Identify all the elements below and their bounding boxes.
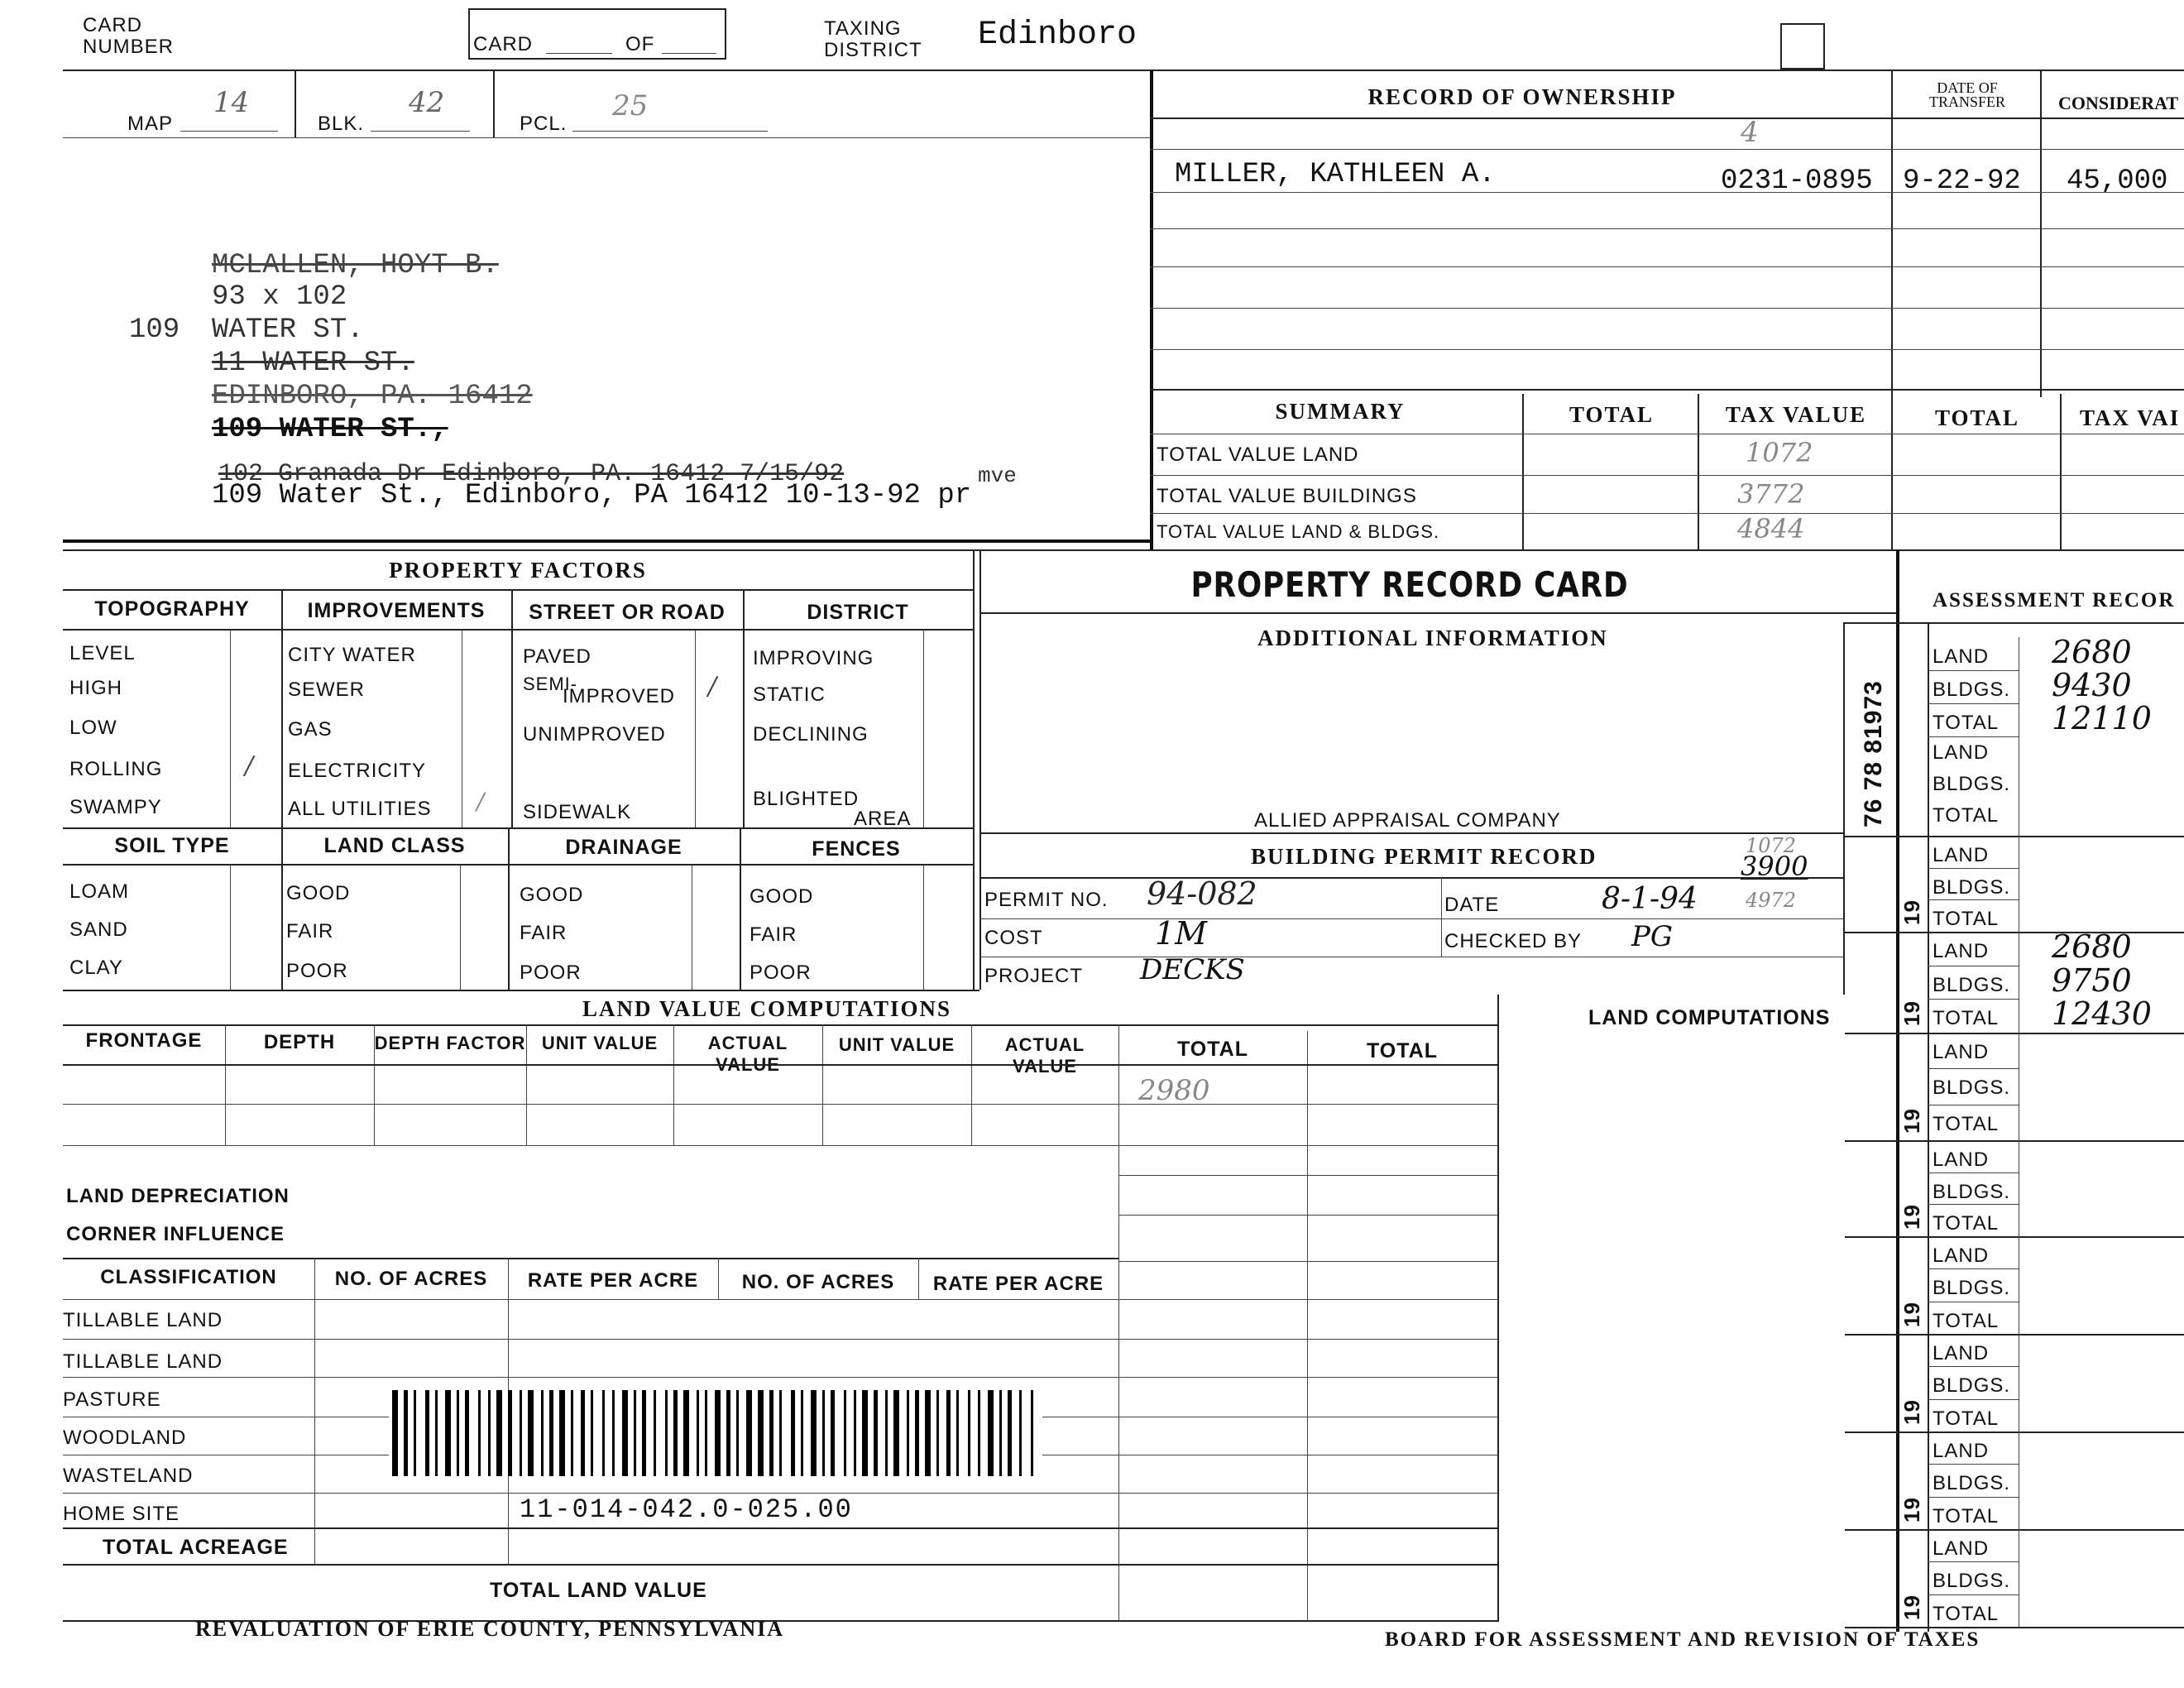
assessment-year: 19 xyxy=(1899,1204,1924,1230)
district-declining: DECLINING xyxy=(753,723,869,746)
additional-info-label: ADDITIONAL INFORMATION xyxy=(1257,626,1608,650)
assessment-year: 19 xyxy=(1899,1497,1924,1523)
total-land-value-label: TOTAL LAND VALUE xyxy=(490,1579,707,1602)
assessment-year: 19 xyxy=(1899,1302,1924,1327)
permit-margin-note-2: 3900 xyxy=(1741,851,1808,882)
assessment-label-bldgs: BLDGS. xyxy=(1933,1077,2011,1100)
fences-poor: POOR xyxy=(750,961,812,984)
summary-total-label-2: TOTAL xyxy=(1934,405,2020,430)
assessment-label-total: TOTAL xyxy=(1933,1504,2000,1527)
topography-high: HIGH xyxy=(69,677,122,699)
current-address: 109 Water St., Edinboro, PA 16412 10-13-92 pr xyxy=(212,480,972,511)
assessment-year: 19 xyxy=(1899,1399,1924,1425)
assessment-label-land: LAND xyxy=(1933,940,1990,962)
assessment-label-bldgs-b: BLDGS. xyxy=(1933,773,2011,795)
class-home-site: HOME SITE xyxy=(63,1503,180,1525)
assessment-label-bldgs: BLDGS. xyxy=(1933,973,2011,996)
corner-influence-label: CORNER INFLUENCE xyxy=(66,1223,285,1245)
col-depth: DEPTH xyxy=(263,1031,336,1053)
assessment-label-land-b: LAND xyxy=(1933,741,1990,764)
land-class-poor: POOR xyxy=(286,960,348,982)
summary-title: SUMMARY xyxy=(1275,399,1406,424)
property-factors-title: PROPERTY FACTORS xyxy=(389,558,647,583)
assessment-label-total: TOTAL xyxy=(1933,1212,2000,1235)
class-woodland: WOODLAND xyxy=(63,1427,187,1449)
improvement-city-water: CITY WATER xyxy=(288,644,416,666)
col-total-1: TOTAL xyxy=(1176,1038,1248,1061)
appraiser-name: ALLIED APPRAISAL COMPANY xyxy=(1254,809,1561,832)
assessment-year: 76 78 81973 xyxy=(1860,680,1887,827)
land-class-fair: FAIR xyxy=(286,920,334,942)
assessment-label-total: TOTAL xyxy=(1933,1007,2000,1030)
district-blighted: BLIGHTED xyxy=(753,788,860,810)
topography-rolling: ROLLING xyxy=(69,758,163,780)
taxing-district-value: Edinboro xyxy=(978,17,1138,54)
drainage-header: DRAINAGE xyxy=(565,836,682,859)
summary-tax-value-label-2: TAX VAI xyxy=(2080,405,2181,430)
topography-low: LOW xyxy=(69,717,117,739)
permit-date-value: 8-1-94 xyxy=(1602,882,1698,916)
cost-label: COST xyxy=(984,927,1043,949)
summary-tax-buildings: 3772 xyxy=(1737,478,1805,510)
soil-type-header: SOIL TYPE xyxy=(114,834,230,857)
assessment-label-bldgs: BLDGS. xyxy=(1933,875,2011,899)
assessment-label-bldgs: BLDGS. xyxy=(1933,679,2011,701)
summary-tax-value-label: TAX VALUE xyxy=(1725,402,1867,427)
street-sidewalk: SIDEWALK xyxy=(523,801,632,823)
assessment-label-total: TOTAL xyxy=(1933,1407,2000,1430)
drainage-fair: FAIR xyxy=(520,922,568,944)
assessment-label-land: LAND xyxy=(1933,1342,1990,1364)
assessment-title: ASSESSMENT RECOR xyxy=(1933,589,2176,611)
assessment-bldgs-value: 9750 xyxy=(2052,961,2132,999)
assessment-label-total-b: TOTAL xyxy=(1933,804,2000,827)
district-box xyxy=(1780,23,1825,70)
consideration-value: 45,000 xyxy=(2067,165,2168,197)
blk-value: 42 xyxy=(409,86,445,119)
street-unimproved: UNIMPROVED xyxy=(523,723,666,746)
assessment-year: 19 xyxy=(1899,1594,1924,1620)
district-static: STATIC xyxy=(753,683,826,706)
street-paved: PAVED xyxy=(523,645,592,668)
fences-fair: FAIR xyxy=(750,923,797,946)
assessment-label-bldgs: BLDGS. xyxy=(1933,1277,2011,1300)
barcode xyxy=(389,1390,1042,1476)
assessment-label-total: TOTAL xyxy=(1933,1112,2000,1135)
old-owner-name: MCLALLEN, HOYT B. xyxy=(212,250,499,281)
assessment-label-land: LAND xyxy=(1933,1244,1990,1267)
old-address-1: 11 WATER ST. xyxy=(212,348,414,379)
assessment-label-land: LAND xyxy=(1933,1537,1990,1560)
acres-header-2: NO. OF ACRES xyxy=(741,1271,895,1293)
total-acreage-label: TOTAL ACREAGE xyxy=(103,1536,289,1559)
improvement-sewer: SEWER xyxy=(288,679,366,701)
ownership-faint-number: 4 xyxy=(1741,116,1759,149)
assessment-land-value: 2680 xyxy=(2052,634,2132,670)
transfer-date: 9-22-92 xyxy=(1903,165,2021,197)
drainage-poor: POOR xyxy=(520,961,582,984)
summary-row-land: TOTAL VALUE LAND xyxy=(1157,444,1359,466)
summary-row-land-bldgs: TOTAL VALUE LAND & BLDGS. xyxy=(1157,521,1440,542)
class-pasture: PASTURE xyxy=(63,1388,161,1411)
district-header: DISTRICT xyxy=(807,601,909,624)
pcl-value: 25 xyxy=(612,89,649,122)
soil-clay: CLAY xyxy=(69,957,123,979)
checked-by-value: PG xyxy=(1631,920,1674,953)
improvement-electricity: ELECTRICITY xyxy=(288,760,427,782)
classification-header: CLASSIFICATION xyxy=(100,1266,277,1288)
footer-right: BOARD FOR ASSESSMENT AND REVISION OF TAXES xyxy=(1385,1628,1980,1651)
assessment-total-value: 12110 xyxy=(2052,700,2152,736)
assessment-label-bldgs: BLDGS. xyxy=(1933,1570,2011,1593)
summary-row-buildings: TOTAL VALUE BUILDINGS xyxy=(1157,485,1417,507)
old-address-2: EDINBORO, PA. 16412 xyxy=(212,381,533,412)
soil-sand: SAND xyxy=(69,918,128,941)
acres-header-1: NO. OF ACRES xyxy=(334,1268,488,1290)
topography-header: TOPOGRAPHY xyxy=(94,597,250,621)
pcl-label: PCL. xyxy=(520,113,568,135)
assessment-total-value: 12430 xyxy=(2052,995,2152,1033)
date-of-transfer-label: DATE OF TRANSFER xyxy=(1928,79,2006,110)
improvement-gas: GAS xyxy=(288,718,333,741)
assessment-label-total: TOTAL xyxy=(1933,712,2000,734)
ownership-title: RECORD OF OWNERSHIP xyxy=(1367,84,1677,109)
old-address-3: 109 WATER ST., xyxy=(212,414,448,445)
permit-record-title: BUILDING PERMIT RECORD xyxy=(1251,844,1597,869)
summary-tax-land-bldgs: 4844 xyxy=(1737,513,1805,544)
lot-size: 93 x 102 xyxy=(212,281,347,313)
taxing-district-label: TAXING DISTRICT xyxy=(824,17,922,61)
barcode-number: 11-014-042.0-025.00 xyxy=(520,1494,853,1525)
street-improved: IMPROVED xyxy=(563,685,676,707)
permit-no-value: 94-082 xyxy=(1147,875,1257,912)
col-depth-factor: DEPTH FACTOR xyxy=(374,1033,526,1053)
street-header: STREET OR ROAD xyxy=(529,601,726,624)
consideration-label: CONSIDERAT xyxy=(2058,93,2179,113)
semi-improved-check-mark: / xyxy=(708,672,717,701)
district-improving: IMPROVING xyxy=(753,647,874,669)
assessment-label-land: LAND xyxy=(1933,1041,1990,1063)
permit-margin-note-1: 1072 xyxy=(1746,834,1797,857)
assessment-label-bldgs: BLDGS. xyxy=(1933,1374,2011,1398)
col-actual-value-1: ACTUAL VALUE xyxy=(707,1033,788,1075)
assessment-label-bldgs: BLDGS. xyxy=(1933,1180,2011,1203)
rate-header-2: RATE PER ACRE xyxy=(932,1273,1104,1295)
blk-label: BLK. xyxy=(318,113,365,135)
col-unit-value-1: UNIT VALUE xyxy=(541,1033,659,1053)
topography-swampy: SWAMPY xyxy=(69,796,162,818)
card-number-label: CARD NUMBER xyxy=(83,14,175,58)
assessment-label-land: LAND xyxy=(1933,844,1990,866)
topography-level: LEVEL xyxy=(69,642,136,664)
street-semi: SEMI- xyxy=(523,674,578,694)
col-frontage: FRONTAGE xyxy=(85,1029,203,1052)
col-total-2: TOTAL xyxy=(1366,1039,1438,1062)
assessment-label-total: TOTAL xyxy=(1933,1602,2000,1625)
old-address-4: 102 Granada Dr Edinboro, PA. 16412 7/15/92 xyxy=(218,460,845,488)
summary-total-label: TOTAL xyxy=(1569,402,1655,427)
land-class-good: GOOD xyxy=(286,882,351,904)
assessment-year: 19 xyxy=(1899,1108,1924,1134)
assessment-label-land: LAND xyxy=(1933,1440,1990,1462)
soil-loam: LOAM xyxy=(69,880,130,903)
project-label: PROJECT xyxy=(984,965,1084,987)
card-label: CARD xyxy=(473,33,534,55)
assessment-year: 19 xyxy=(1899,1000,1924,1026)
assessment-label-total: TOTAL xyxy=(1933,1309,2000,1332)
deed-reference: 0231-0895 xyxy=(1721,165,1873,197)
land-depreciation-label: LAND DEPRECIATION xyxy=(66,1185,290,1207)
summary-tax-land: 1072 xyxy=(1746,437,1813,468)
land-total-value: 2980 xyxy=(1138,1074,1210,1107)
land-class-header: LAND CLASS xyxy=(323,834,466,857)
checked-by-label: CHECKED BY xyxy=(1444,930,1583,952)
assessment-label-total: TOTAL xyxy=(1933,908,2000,931)
cost-value: 1M xyxy=(1155,915,1208,952)
assessment-label-bldgs: BLDGS. xyxy=(1933,1472,2011,1495)
improvements-header: IMPROVEMENTS xyxy=(307,599,486,622)
fences-good: GOOD xyxy=(750,885,814,908)
district-area: AREA xyxy=(854,808,912,830)
drainage-good: GOOD xyxy=(520,884,584,906)
map-value: 14 xyxy=(213,86,250,119)
permit-margin-note-3: 4972 xyxy=(1746,889,1797,912)
improvement-all-utilities: ALL UTILITIES xyxy=(288,798,432,820)
assessment-year: 19 xyxy=(1899,899,1924,925)
house-number: 109 xyxy=(129,314,180,346)
map-label: MAP xyxy=(127,113,174,135)
old-address-4-suffix: mve xyxy=(978,463,1017,488)
fences-header: FENCES xyxy=(812,837,901,861)
assessment-bldgs-value: 9430 xyxy=(2052,667,2132,703)
permit-no-label: PERMIT NO. xyxy=(984,889,1109,911)
assessment-label-land: LAND xyxy=(1933,645,1990,668)
class-tillable-2: TILLABLE LAND xyxy=(63,1350,223,1373)
of-label: OF xyxy=(625,33,655,55)
footer-left: REVALUATION OF ERIE COUNTY, PENNSYLVANIA xyxy=(195,1617,785,1641)
rate-header-1: RATE PER ACRE xyxy=(527,1269,699,1292)
land-value-title: LAND VALUE COMPUTATIONS xyxy=(582,996,952,1021)
col-actual-value-2: ACTUAL VALUE xyxy=(1004,1034,1085,1077)
project-value: DECKS xyxy=(1140,953,1245,986)
owner-name: MILLER, KATHLEEN A. xyxy=(1175,159,1496,190)
class-tillable-1: TILLABLE LAND xyxy=(63,1309,223,1331)
utilities-check-mark: / xyxy=(477,788,485,815)
col-unit-value-2: UNIT VALUE xyxy=(838,1034,956,1055)
record-card-title: PROPERTY RECORD CARD xyxy=(1190,564,1629,605)
street-name: WATER ST. xyxy=(212,314,364,346)
assessment-land-value: 2680 xyxy=(2052,928,2132,965)
permit-date-label: DATE xyxy=(1444,894,1500,916)
rolling-check-mark: / xyxy=(245,751,254,780)
assessment-label-land: LAND xyxy=(1933,1149,1990,1171)
land-computations-label: LAND COMPUTATIONS xyxy=(1588,1006,1831,1029)
class-wasteland: WASTELAND xyxy=(63,1465,194,1487)
